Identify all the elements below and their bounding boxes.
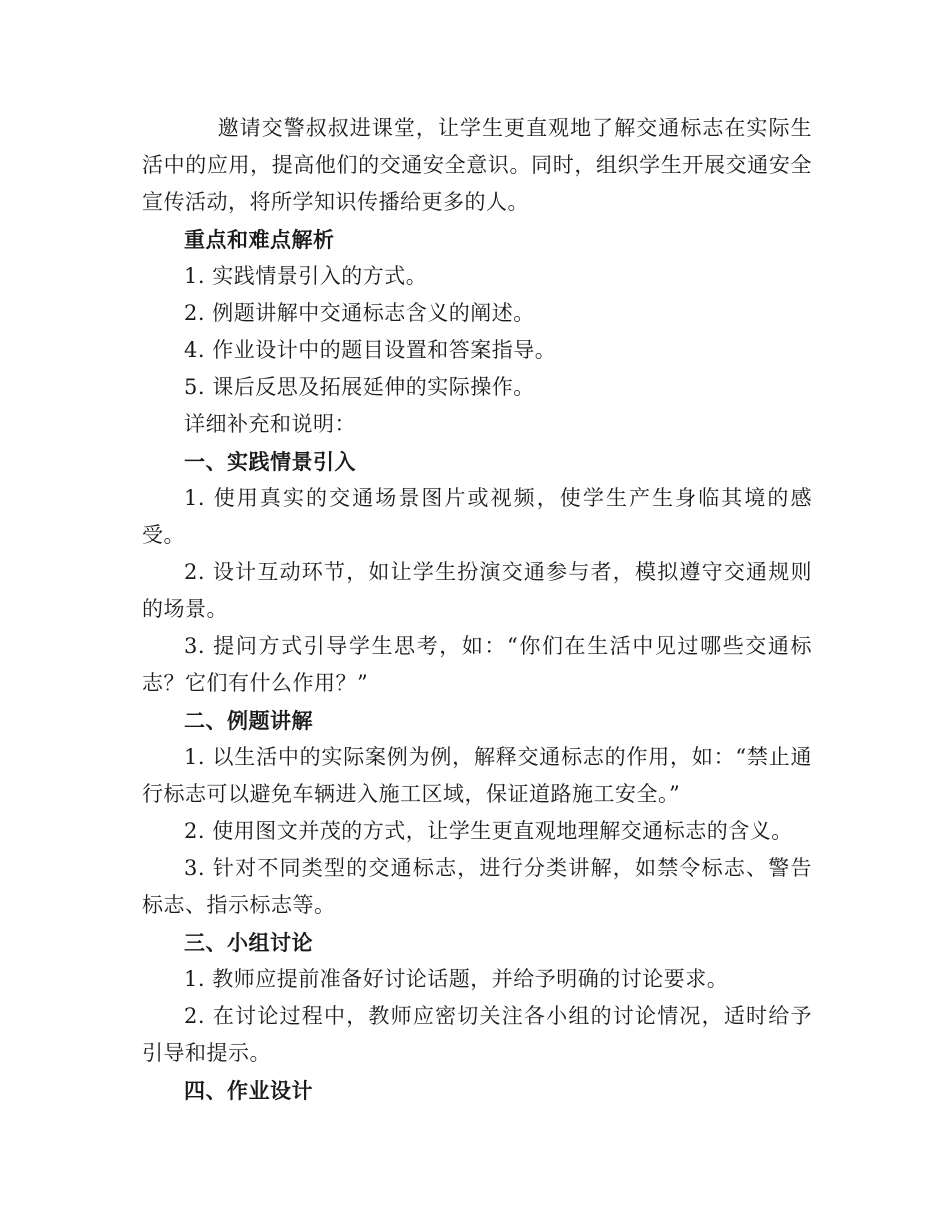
- section-item: 1. 使用真实的交通场景图片或视频，使学生产生身临其境的感受。: [142, 486, 812, 547]
- supplement-label: 详细补充和说明：: [184, 412, 356, 436]
- key-point-item: 5. 课后反思及拓展延伸的实际操作。: [184, 375, 535, 399]
- section-heading-discussion: 三、小组讨论: [184, 930, 313, 955]
- key-point-item: 4. 作业设计中的题目设置和答案指导。: [184, 338, 557, 362]
- section-heading-practice: 一、实践情景引入: [184, 449, 356, 474]
- section-item: 1. 以生活中的实际案例为例，解释交通标志的作用，如：“禁止通行标志可以避免车辆进入施工区域，保证道路施工安全。”: [142, 745, 812, 806]
- section-heading-examples: 二、例题讲解: [184, 708, 313, 733]
- section-item: 2. 使用图文并茂的方式，让学生更直观地理解交通标志的含义。: [184, 819, 793, 843]
- key-points-heading: 重点和难点解析: [184, 227, 335, 252]
- section-item: 3. 针对不同类型的交通标志，进行分类讲解，如禁令标志、警告标志、指示标志等。: [142, 856, 812, 917]
- key-point-item: 1. 实践情景引入的方式。: [184, 264, 428, 288]
- section-item: 1. 教师应提前准备好讨论话题，并给予明确的讨论要求。: [184, 967, 729, 991]
- section-item: 3. 提问方式引导学生思考，如：“你们在生活中见过哪些交通标志？它们有什么作用？”: [142, 634, 812, 695]
- section-item: 2. 设计互动环节，如让学生扮演交通参与者，模拟遵守交通规则的场景。: [142, 560, 812, 621]
- key-point-item: 2. 例题讲解中交通标志含义的阐述。: [184, 301, 535, 325]
- document-body: [142, 110, 812, 1109]
- intro-paragraph: 邀请交警叔叔进课堂，让学生更直观地了解交通标志在实际生活中的应用，提高他们的交通安全意识。同时，组织学生开展交通安全宣传活动，将所学知识传播给更多的人。: [142, 116, 812, 214]
- section-heading-homework: 四、作业设计: [184, 1078, 313, 1103]
- section-item: 2. 在讨论过程中，教师应密切关注各小组的讨论情况，适时给予引导和提示。: [142, 1004, 812, 1065]
